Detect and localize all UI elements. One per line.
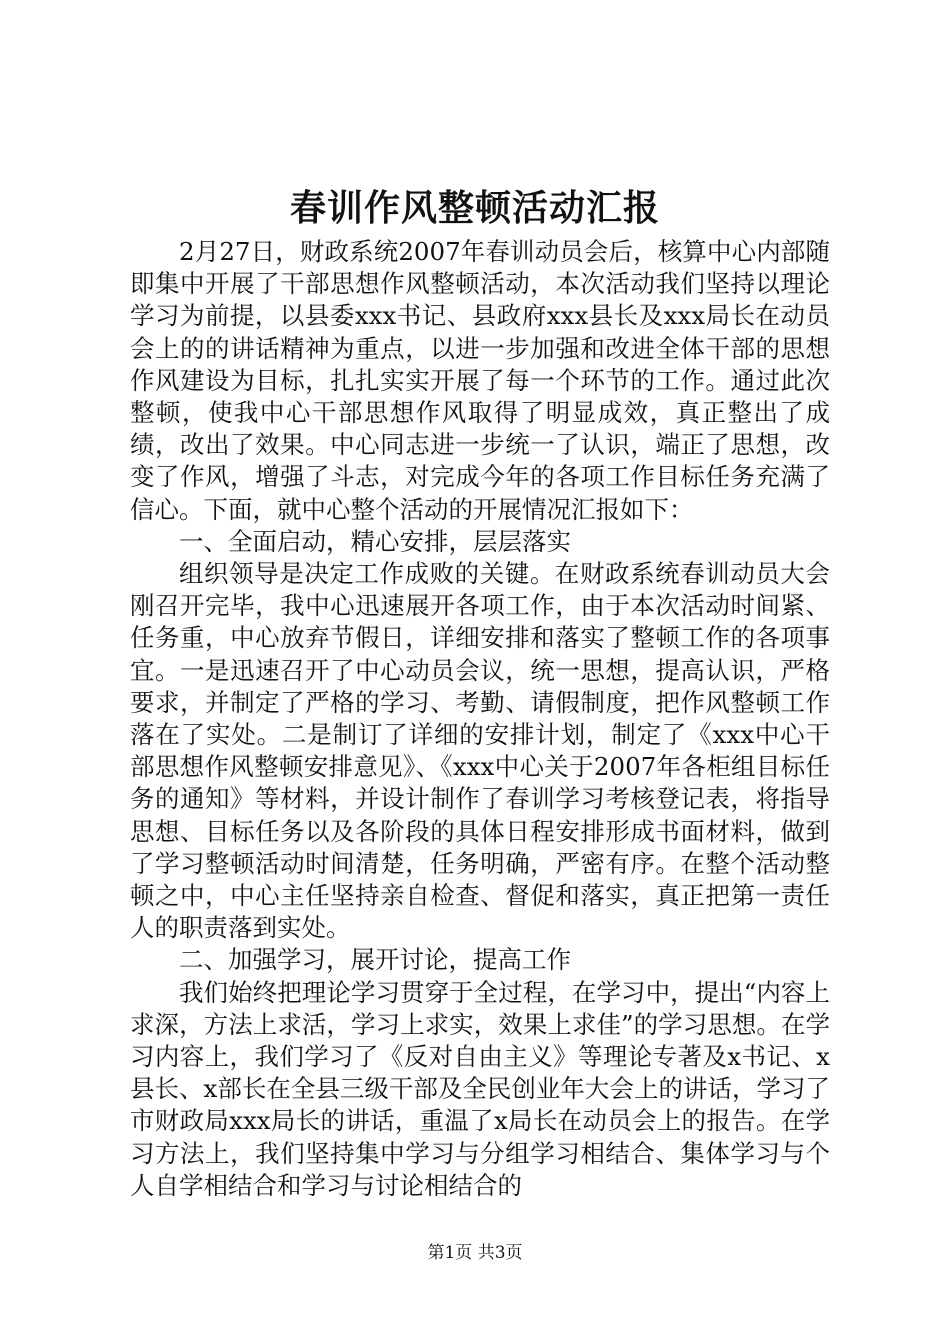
paragraph-intro: 2月27日，财政系统2007年春训动员会后，核算中心内部随即集中开展了干部思想作风整顿活动，本次活动我们坚持以理论学习为前提，以县委xxx书记、县政府xxx县长及xxx局长在动员会上的的讲话精神为重点，以进一步加强和改进全体干部的思想作风建设为目标，扎扎实实开展了每一个环节的工作。通过此次整顿，使我中心干部思想作风取得了明显成效，真正整出了成绩，改出了效果。中心同志进一步统一了认识，端正了思想，改变了作风，增强了斗志，对完成今年的各项工作目标任务充满了信心。下面，就中心整个活动的开展情况汇报如下： — [130, 237, 830, 524]
paragraph-section-1: 组织领导是决定工作成败的关键。在财政系统春训动员大会刚召开完毕，我中心迅速展开各项工作，由于本次活动时间紧、任务重，中心放弃节假日，详细安排和落实了整顿工作的各项事宜。一是迅速召开了中心动员会议，统一思想，提高认识，严格要求，并制定了严格的学习、考勤、请假制度，把作风整顿工作落在了实处。二是制订了详细的安排计划，制定了《xxx中心干部思想作风整顿安排意见》、《xxx中心关于2007年各柜组目标任务的通知》等材料，并设计制作了春训学习考核登记表，将指导思想、目标任务以及各阶段的具体日程安排形成书面材料，做到了学习整顿活动时间清楚，任务明确，严密有序。在整个活动整顿之中，中心主任坚持亲自检查、督促和落实，真正把第一责任人的职责落到实处。 — [130, 559, 830, 943]
page-number-footer: 第1页 共3页 — [427, 1243, 523, 1263]
document-body — [130, 236, 830, 1202]
section-heading-1: 一、全面启动，精心安排，层层落实 — [179, 526, 571, 556]
document-title: 春训作风整顿活动汇报 — [289, 187, 660, 229]
section-heading-2: 二、加强学习，展开讨论，提高工作 — [179, 945, 571, 975]
paragraph-section-2: 我们始终把理论学习贯穿于全过程，在学习中，提出“内容上求深，方法上求活，学习上求实，效果上求佳”的学习思想。在学习内容上，我们学习了《反对自由主义》等理论专著及x书记、x县长、x部长在全县三级干部及全民创业年大会上的讲话，学习了市财政局xxx局长的讲话，重温了x局长在动员会上的报告。在学习方法上，我们坚持集中学习与分组学习相结合、集体学习与个人自学相结合和学习与讨论相结合的 — [130, 977, 830, 1200]
